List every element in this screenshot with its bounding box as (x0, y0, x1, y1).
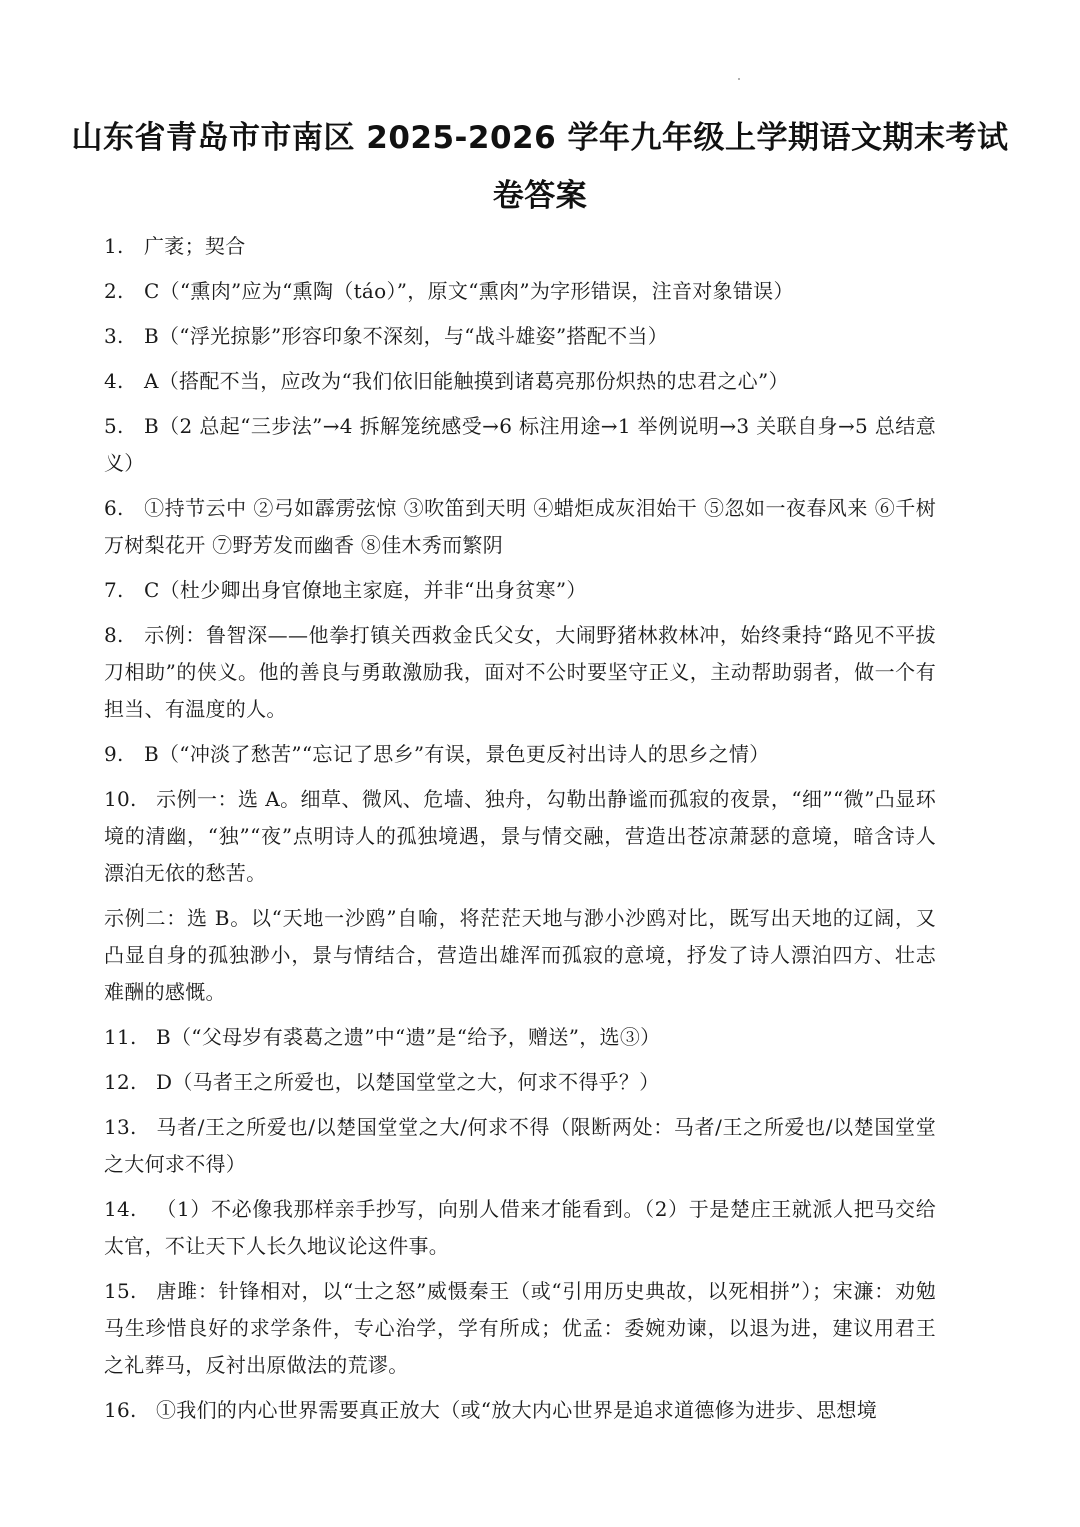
answer-item-11 (104, 1019, 936, 1056)
answer-item-4 (104, 363, 936, 400)
answer-text: 马者/王之所爱也/以楚国堂堂之大/何求不得（限断两处：马者/王之所爱也/以楚国堂堂之大何求不得） (104, 1115, 936, 1176)
answer-text: D（马者王之所爱也，以楚国堂堂之大，何求不得乎？） (156, 1070, 660, 1094)
answer-text: B（“父母岁有裘葛之遗”中“遗”是“给予，赠送”，选③） (156, 1025, 661, 1049)
answer-number: 16. (104, 1398, 137, 1422)
answer-item-10-example-2 (104, 900, 936, 1011)
answer-text: B（2 总起“三步法”→4 拆解笼统感受→6 标注用途→1 举例说明→3 关联自身→5 总结意义） (104, 414, 936, 475)
answer-text: B（“冲淡了愁苦”“忘记了思乡”有误，景色更反衬出诗人的思乡之情） (144, 742, 770, 766)
answer-number: 1. (104, 234, 124, 258)
answer-text: 唐雎：针锋相对，以“士之怒”威慑秦王（或“引用历史典故，以死相拼”）；宋濂：劝勉马生珍惜良好的求学条件，专心治学，学有所成；优孟：委婉劝谏，以退为进，建议用君王之礼葬马，反衬出原做法的荒谬。 (104, 1279, 936, 1377)
answer-number: 3. (104, 324, 124, 348)
answer-text: C（“熏肉”应为“熏陶（táo）”，原文“熏肉”为字形错误，注音对象错误） (144, 279, 794, 303)
answer-text: （1）不必像我那样亲手抄写，向别人借来才能看到。（2）于是楚庄王就派人把马交给太官，不让天下人长久地议论这件事。 (104, 1197, 936, 1258)
answer-text: 示例二：选 B。以“天地一沙鸥”自喻，将茫茫天地与渺小沙鸥对比，既写出天地的辽阔，又凸显自身的孤独渺小，景与情结合，营造出雄浑而孤寂的意境，抒发了诗人漂泊四方、壮志难酬的感慨。 (104, 906, 936, 1004)
answer-text: 示例一：选 A。细草、微风、危墙、独舟，勾勒出静谧而孤寂的夜景，“细”“微”凸显环境的清幽，“独”“夜”点明诗人的孤独境遇，景与情交融，营造出苍凉萧瑟的意境，暗含诗人漂泊无依的愁苦。 (104, 787, 936, 885)
answer-item-6 (104, 490, 936, 564)
answer-item-14 (104, 1191, 936, 1265)
answer-text: C（杜少卿出身官僚地主家庭，并非“出身贫寒”） (144, 578, 587, 602)
answer-item-10 (104, 781, 936, 892)
answer-text: B（“浮光掠影”形容印象不深刻，与“战斗雄姿”搭配不当） (144, 324, 668, 348)
page-title-line-1: 山东省青岛市市南区 2025-2026 学年九年级上学期语文期末考试 (71, 120, 1009, 156)
answer-item-8 (104, 617, 936, 728)
page-title-line-2: 卷答案 (492, 178, 588, 214)
answer-text: ①我们的内心世界需要真正放大（或“放大内心世界是追求道德修为进步、思想境 (156, 1398, 878, 1422)
answer-number: 9. (104, 742, 124, 766)
answer-item-3 (104, 318, 936, 355)
answer-number: 5. (104, 414, 124, 438)
answer-number: 15. (104, 1279, 137, 1303)
answer-number: 7. (104, 578, 124, 602)
answer-number: 12. (104, 1070, 137, 1094)
answer-number: 11. (104, 1025, 137, 1049)
answer-item-2 (104, 273, 936, 310)
answer-number: 13. (104, 1115, 137, 1139)
answer-number: 8. (104, 623, 124, 647)
answer-number: 10. (104, 787, 137, 811)
answer-item-9 (104, 736, 936, 773)
answer-item-16 (104, 1392, 936, 1429)
answer-item-7 (104, 572, 936, 609)
answer-text: ①持节云中 ②弓如霹雳弦惊 ③吹笛到天明 ④蜡炬成灰泪始干 ⑤忽如一夜春风来 ⑥千树万树梨花开 ⑦野芳发而幽香 ⑧佳木秀而繁阴 (104, 496, 936, 557)
answer-list (104, 228, 936, 1437)
answer-item-15 (104, 1273, 936, 1384)
scan-speck (738, 78, 740, 80)
answer-number: 6. (104, 496, 124, 520)
answer-item-13 (104, 1109, 936, 1183)
answer-text: 广袤；契合 (144, 234, 246, 258)
answer-number: 14. (104, 1197, 137, 1221)
answer-text: A（搭配不当，应改为“我们依旧能触摸到诸葛亮那份炽热的忠君之心”） (144, 369, 789, 393)
answer-item-1 (104, 228, 936, 265)
answer-item-5 (104, 408, 936, 482)
answer-item-12 (104, 1064, 936, 1101)
answer-number: 2. (104, 279, 124, 303)
answer-number: 4. (104, 369, 124, 393)
answer-text: 示例：鲁智深——他拳打镇关西救金氏父女，大闹野猪林救林冲，始终秉持“路见不平拔刀相助”的侠义。他的善良与勇敢激励我，面对不公时要坚守正义，主动帮助弱者，做一个有担当、有温度的人。 (104, 623, 936, 721)
